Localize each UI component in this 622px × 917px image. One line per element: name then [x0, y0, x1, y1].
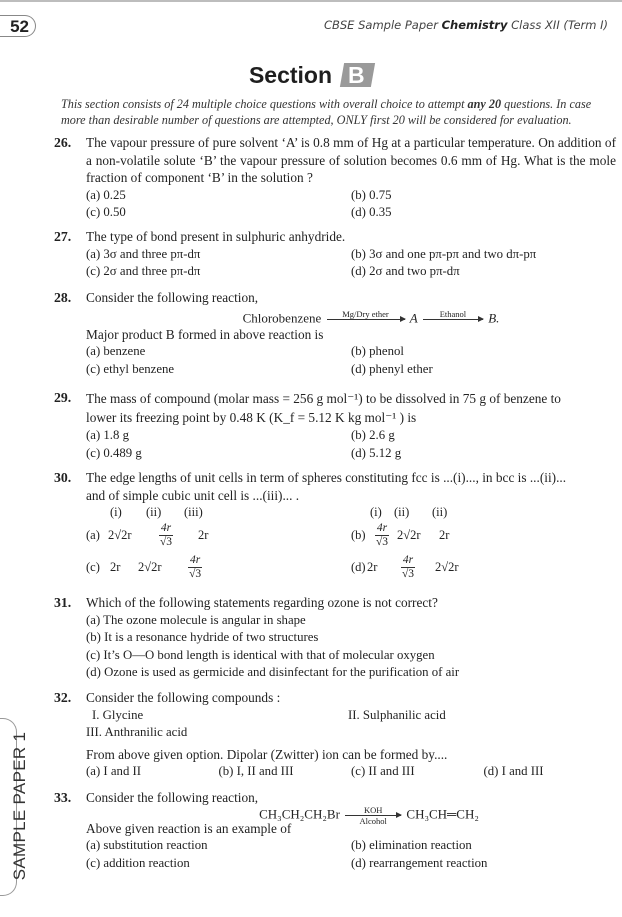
reagent-label: Mg/Dry ether — [342, 308, 389, 319]
option-label: (d) — [351, 559, 366, 574]
fraction — [150, 522, 182, 549]
section-letter: B — [348, 62, 366, 88]
numerator: 4r — [376, 522, 388, 534]
options — [86, 187, 616, 222]
arrow-spacer — [327, 320, 405, 330]
question-number: 33. — [54, 790, 72, 805]
options — [86, 246, 616, 281]
compound-3: III. Anthranilic acid — [86, 725, 188, 739]
option-d[interactable]: (d) 5.12 g — [351, 445, 402, 460]
option-a[interactable]: (a) 1.8 g — [86, 428, 129, 442]
option-b[interactable] — [351, 522, 616, 550]
fraction — [371, 522, 393, 549]
question-28 — [54, 289, 616, 378]
denominator: √3 — [159, 536, 173, 548]
option-label: (b) — [351, 527, 366, 542]
arrow-icon — [327, 319, 405, 320]
intermediate: A — [409, 309, 418, 325]
term: 2√2r — [397, 527, 421, 542]
option-b[interactable]: (b) I, II and III — [218, 764, 294, 778]
header-ii: (ii) — [394, 505, 410, 519]
fraction — [393, 554, 423, 581]
question-text: Consider the following reaction, — [86, 790, 259, 805]
section-letter-badge — [340, 63, 375, 87]
options — [86, 612, 616, 682]
numerator: 4r — [160, 522, 172, 534]
question-text: The type of bond present in sulphuric anhydride. — [86, 229, 346, 244]
intro-text-pre: This section consists of 24 multiple choice questions with overall choice to attempt — [61, 97, 468, 111]
question-text: Which of the following statements regarding ozone is not correct? — [86, 595, 438, 610]
product: CH₃CH═CH₂ — [406, 805, 479, 821]
question-30 — [54, 469, 616, 582]
section-title — [0, 62, 622, 89]
option-a[interactable]: (a) 0.25 — [86, 187, 126, 202]
term: 2r — [198, 527, 209, 542]
question-text-line-1: The mass of compound (molar mass = 256 g mol⁻¹) to be dissolved in 75 g of benzene to — [86, 391, 561, 406]
question-31 — [54, 594, 616, 682]
options — [86, 343, 616, 378]
option-c[interactable]: (c) II and III — [351, 764, 415, 778]
compound-list — [86, 707, 616, 742]
question-text: Consider the following compounds : — [86, 690, 281, 705]
reaction-arrow — [345, 805, 401, 826]
option-a[interactable]: (a) I and II — [86, 764, 142, 778]
question-number: 30. — [54, 470, 72, 485]
option-a[interactable] — [86, 522, 351, 550]
header-ii: (ii) — [146, 505, 162, 519]
question-prompt: Above given reaction is an example of — [86, 820, 292, 836]
header-iii: (iii) — [184, 505, 203, 519]
running-head-pre: CBSE Sample Paper — [323, 18, 442, 32]
question-number: 27. — [54, 229, 72, 244]
numerator: 4r — [402, 554, 414, 566]
term: 2√2r — [138, 559, 162, 574]
question-27 — [54, 228, 616, 281]
header-iii: (ii) — [432, 505, 448, 519]
option-c[interactable]: (c) 0.489 g — [86, 445, 142, 460]
option-b[interactable]: (b) It is a resonance hydride of two structures — [86, 630, 319, 644]
option-b[interactable]: (b) 0.75 — [351, 187, 392, 202]
option-a[interactable]: (a) substitution reaction — [86, 838, 208, 852]
term: 2r — [367, 559, 378, 574]
term: 2√2r — [435, 559, 459, 574]
question-number: 31. — [54, 595, 72, 610]
option-a[interactable]: (a) The ozone molecule is angular in shape — [86, 612, 306, 627]
term: 2r — [439, 527, 450, 542]
question-prompt: From above given option. Dipolar (Zwitter) ion can be formed by.... — [86, 746, 448, 762]
option-b[interactable]: (b) phenol — [351, 344, 404, 358]
section-word: Section — [248, 62, 333, 88]
option-c[interactable]: (c) 2σ and three pπ-dπ — [86, 264, 201, 278]
options — [86, 427, 616, 462]
option-d[interactable]: (d) rearrangement reaction — [351, 855, 488, 870]
options-left — [86, 504, 351, 582]
option-label: (a) — [86, 527, 100, 542]
option-c[interactable]: (c) 0.50 — [86, 205, 126, 219]
top-rule — [0, 0, 622, 2]
reagent-top: KOH — [363, 804, 383, 815]
page-number: 52 — [0, 15, 36, 37]
question-number: 26. — [54, 135, 72, 150]
intro-text-post: questions. In case more than desirable number of questions are attempted, ONLY first 20 will be considered for evaluation. — [61, 97, 592, 127]
denominator: √3 — [375, 536, 389, 548]
arrow-icon — [423, 319, 483, 320]
header-i: (i) — [370, 505, 382, 519]
reagent-bottom: Alcohol — [359, 815, 387, 826]
option-b[interactable]: (b) 2.6 g — [351, 428, 395, 442]
option-d[interactable]: (d) 0.35 — [351, 205, 392, 219]
question-text-line-2: lower its freezing point by 0.48 K (K_f = 5.12 K kg mol⁻¹ ) is — [86, 410, 417, 425]
question-32 — [54, 689, 616, 781]
option-label: (c) — [86, 559, 100, 574]
option-c[interactable]: (c) addition reaction — [86, 855, 190, 870]
question-prompt: Major product B formed in above reaction is — [86, 326, 324, 342]
option-a[interactable]: (a) benzene — [86, 344, 146, 358]
option-d[interactable]: (d) 2σ and two pπ-dπ — [351, 264, 460, 278]
option-a[interactable]: (a) 3σ and three pπ-dπ — [86, 246, 201, 261]
question-29 — [54, 389, 616, 462]
intro-text-bold: any 20 — [467, 97, 502, 111]
denominator: √3 — [189, 568, 202, 580]
column-headers — [86, 504, 351, 522]
reagent-label: Ethanol — [439, 308, 467, 319]
term: 2√2r — [108, 527, 132, 542]
option-c[interactable] — [86, 554, 351, 582]
arrow-spacer — [423, 320, 483, 330]
reactant: Chlorobenzene — [242, 309, 322, 325]
question-26 — [54, 134, 616, 222]
question-number: 32. — [54, 690, 72, 705]
option-d[interactable] — [351, 554, 616, 582]
option-d[interactable]: (d) phenyl ether — [351, 361, 433, 376]
options-table — [86, 504, 616, 582]
reaction-arrow — [327, 309, 405, 330]
question-number: 28. — [54, 290, 72, 305]
option-b[interactable]: (b) elimination reaction — [351, 838, 472, 852]
numerator: 4r — [190, 554, 201, 566]
compound-1: I. Glycine — [92, 707, 144, 722]
options-right — [351, 504, 616, 582]
option-c[interactable]: (c) ethyl benzene — [86, 361, 175, 376]
fraction — [188, 554, 202, 581]
question-text: Consider the following reaction, — [86, 290, 259, 305]
column-headers — [351, 504, 616, 522]
question-text: The vapour pressure of pure solvent ‘A’ is 0.8 mm of Hg at a particular temperature. On addition of a non-volatile solute ‘B’ the vapour pressure of solution becomes 0.6 mm of Hg. What is the mole fraction of component ‘B’ in the solution ? — [86, 135, 616, 185]
denominator: √3 — [401, 568, 415, 580]
question-text: The edge lengths of unit cells in term of spheres constituting fcc is ...(i)..., in bcc is ...(ii)... and of simple cubic unit cell is ...(iii)... . — [86, 470, 567, 503]
option-d[interactable]: (d) Ozone is used as germicide and disinfectant for the purification of air — [86, 665, 460, 679]
question-33 — [54, 789, 616, 872]
arrow-icon — [345, 815, 401, 816]
option-b[interactable]: (b) 3σ and one pπ-pπ and two dπ-pπ — [351, 246, 537, 261]
product: B. — [488, 309, 500, 325]
option-d[interactable]: (d) I and III — [483, 764, 544, 778]
question-number: 29. — [54, 390, 72, 405]
options — [86, 837, 616, 872]
header-i: (i) — [110, 505, 122, 519]
reactant: CH₃CH₂CH₂Br — [259, 805, 340, 821]
reaction-arrow — [423, 309, 483, 330]
running-head-subject: Chemistry — [441, 18, 508, 32]
running-head — [324, 18, 608, 32]
option-c[interactable]: (c) It’s O—O bond length is identical with that of molecular oxygen — [86, 647, 435, 662]
running-head-post: Class XII (Term I) — [507, 18, 608, 32]
term: 2r — [110, 559, 121, 574]
options — [86, 763, 616, 781]
side-tab-label: SAMPLE PAPER 1 — [10, 731, 29, 881]
section-instructions — [61, 96, 614, 128]
compound-2: II. Sulphanilic acid — [348, 707, 446, 722]
